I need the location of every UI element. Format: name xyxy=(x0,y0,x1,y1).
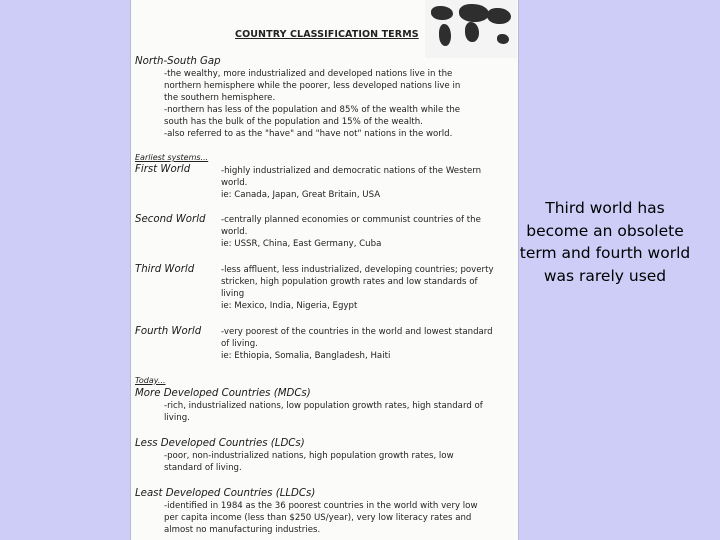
fourth-world-line: ie: Ethiopia, Somalia, Bangladesh, Haiti xyxy=(221,351,391,361)
third-world-line: stricken, high population growth rates and low standards of xyxy=(221,277,478,287)
lldc-line: -identified in 1984 as the 36 poorest countries in the world with very low xyxy=(164,501,478,511)
fourth-world-line: of living. xyxy=(221,339,258,349)
mdc-term: More Developed Countries (MDCs) xyxy=(135,388,311,399)
ldc-line: -poor, non-industrialized nations, high population growth rates, low xyxy=(164,451,454,461)
north-south-line: south has the bulk of the population and 15% of the wealth. xyxy=(164,117,423,127)
first-world-line: -highly industrialized and democratic nations of the Western xyxy=(221,166,482,176)
first-world-term: First World xyxy=(135,164,191,175)
today-label: Today... xyxy=(135,376,166,385)
map-landmass xyxy=(459,4,489,22)
first-world-line: ie: Canada, Japan, Great Britain, USA xyxy=(221,190,381,200)
north-south-line: -the wealthy, more industrialized and developed nations live in the xyxy=(164,69,453,79)
third-world-line: living xyxy=(221,289,245,299)
north-south-line: the southern hemisphere. xyxy=(164,93,276,103)
third-world-line: -less affluent, less industrialized, developing countries; poverty xyxy=(221,265,494,275)
lldc-line: per capita income (less than $250 US/year), very low literacy rates and xyxy=(164,513,472,523)
document-title: COUNTRY CLASSIFICATION TERMS xyxy=(235,29,419,40)
third-world-term: Third World xyxy=(135,264,195,275)
ldc-line: standard of living. xyxy=(164,463,242,473)
north-south-line: -northern has less of the population and 85% of the wealth while the xyxy=(164,105,461,115)
mdc-line: -rich, industrialized nations, low population growth rates, high standard of xyxy=(164,401,483,411)
lldc-term: Least Developed Countries (LLDCs) xyxy=(135,488,316,499)
map-landmass xyxy=(431,6,453,20)
north-south-heading: North-South Gap xyxy=(135,56,221,67)
second-world-line: -centrally planned economies or communist countries of the xyxy=(221,215,481,225)
mdc-line: living. xyxy=(164,413,190,423)
lldc-line: almost no manufacturing industries. xyxy=(164,525,321,535)
earliest-systems-label: Earliest systems... xyxy=(135,153,209,162)
fourth-world-line: -very poorest of the countries in the world and lowest standard xyxy=(221,327,493,337)
second-world-line: ie: USSR, China, East Germany, Cuba xyxy=(221,239,382,249)
map-landmass xyxy=(487,8,511,24)
fourth-world-term: Fourth World xyxy=(135,326,202,337)
second-world-line: world. xyxy=(221,227,248,237)
slide-caption: Third world has become an obsolete term and fourth world was rarely used xyxy=(519,199,691,285)
map-landmass xyxy=(465,22,479,42)
ldc-term: Less Developed Countries (LDCs) xyxy=(135,438,305,449)
first-world-line: world. xyxy=(221,178,248,188)
map-landmass xyxy=(439,24,451,46)
map-landmass xyxy=(497,34,509,44)
second-world-term: Second World xyxy=(135,214,206,225)
north-south-line: northern hemisphere while the poorer, less developed nations live in xyxy=(164,81,461,91)
north-south-line: -also referred to as the "have" and "have not" nations in the world. xyxy=(164,129,453,139)
third-world-line: ie: Mexico, India, Nigeria, Egypt xyxy=(221,301,358,311)
world-map-image xyxy=(425,0,517,58)
